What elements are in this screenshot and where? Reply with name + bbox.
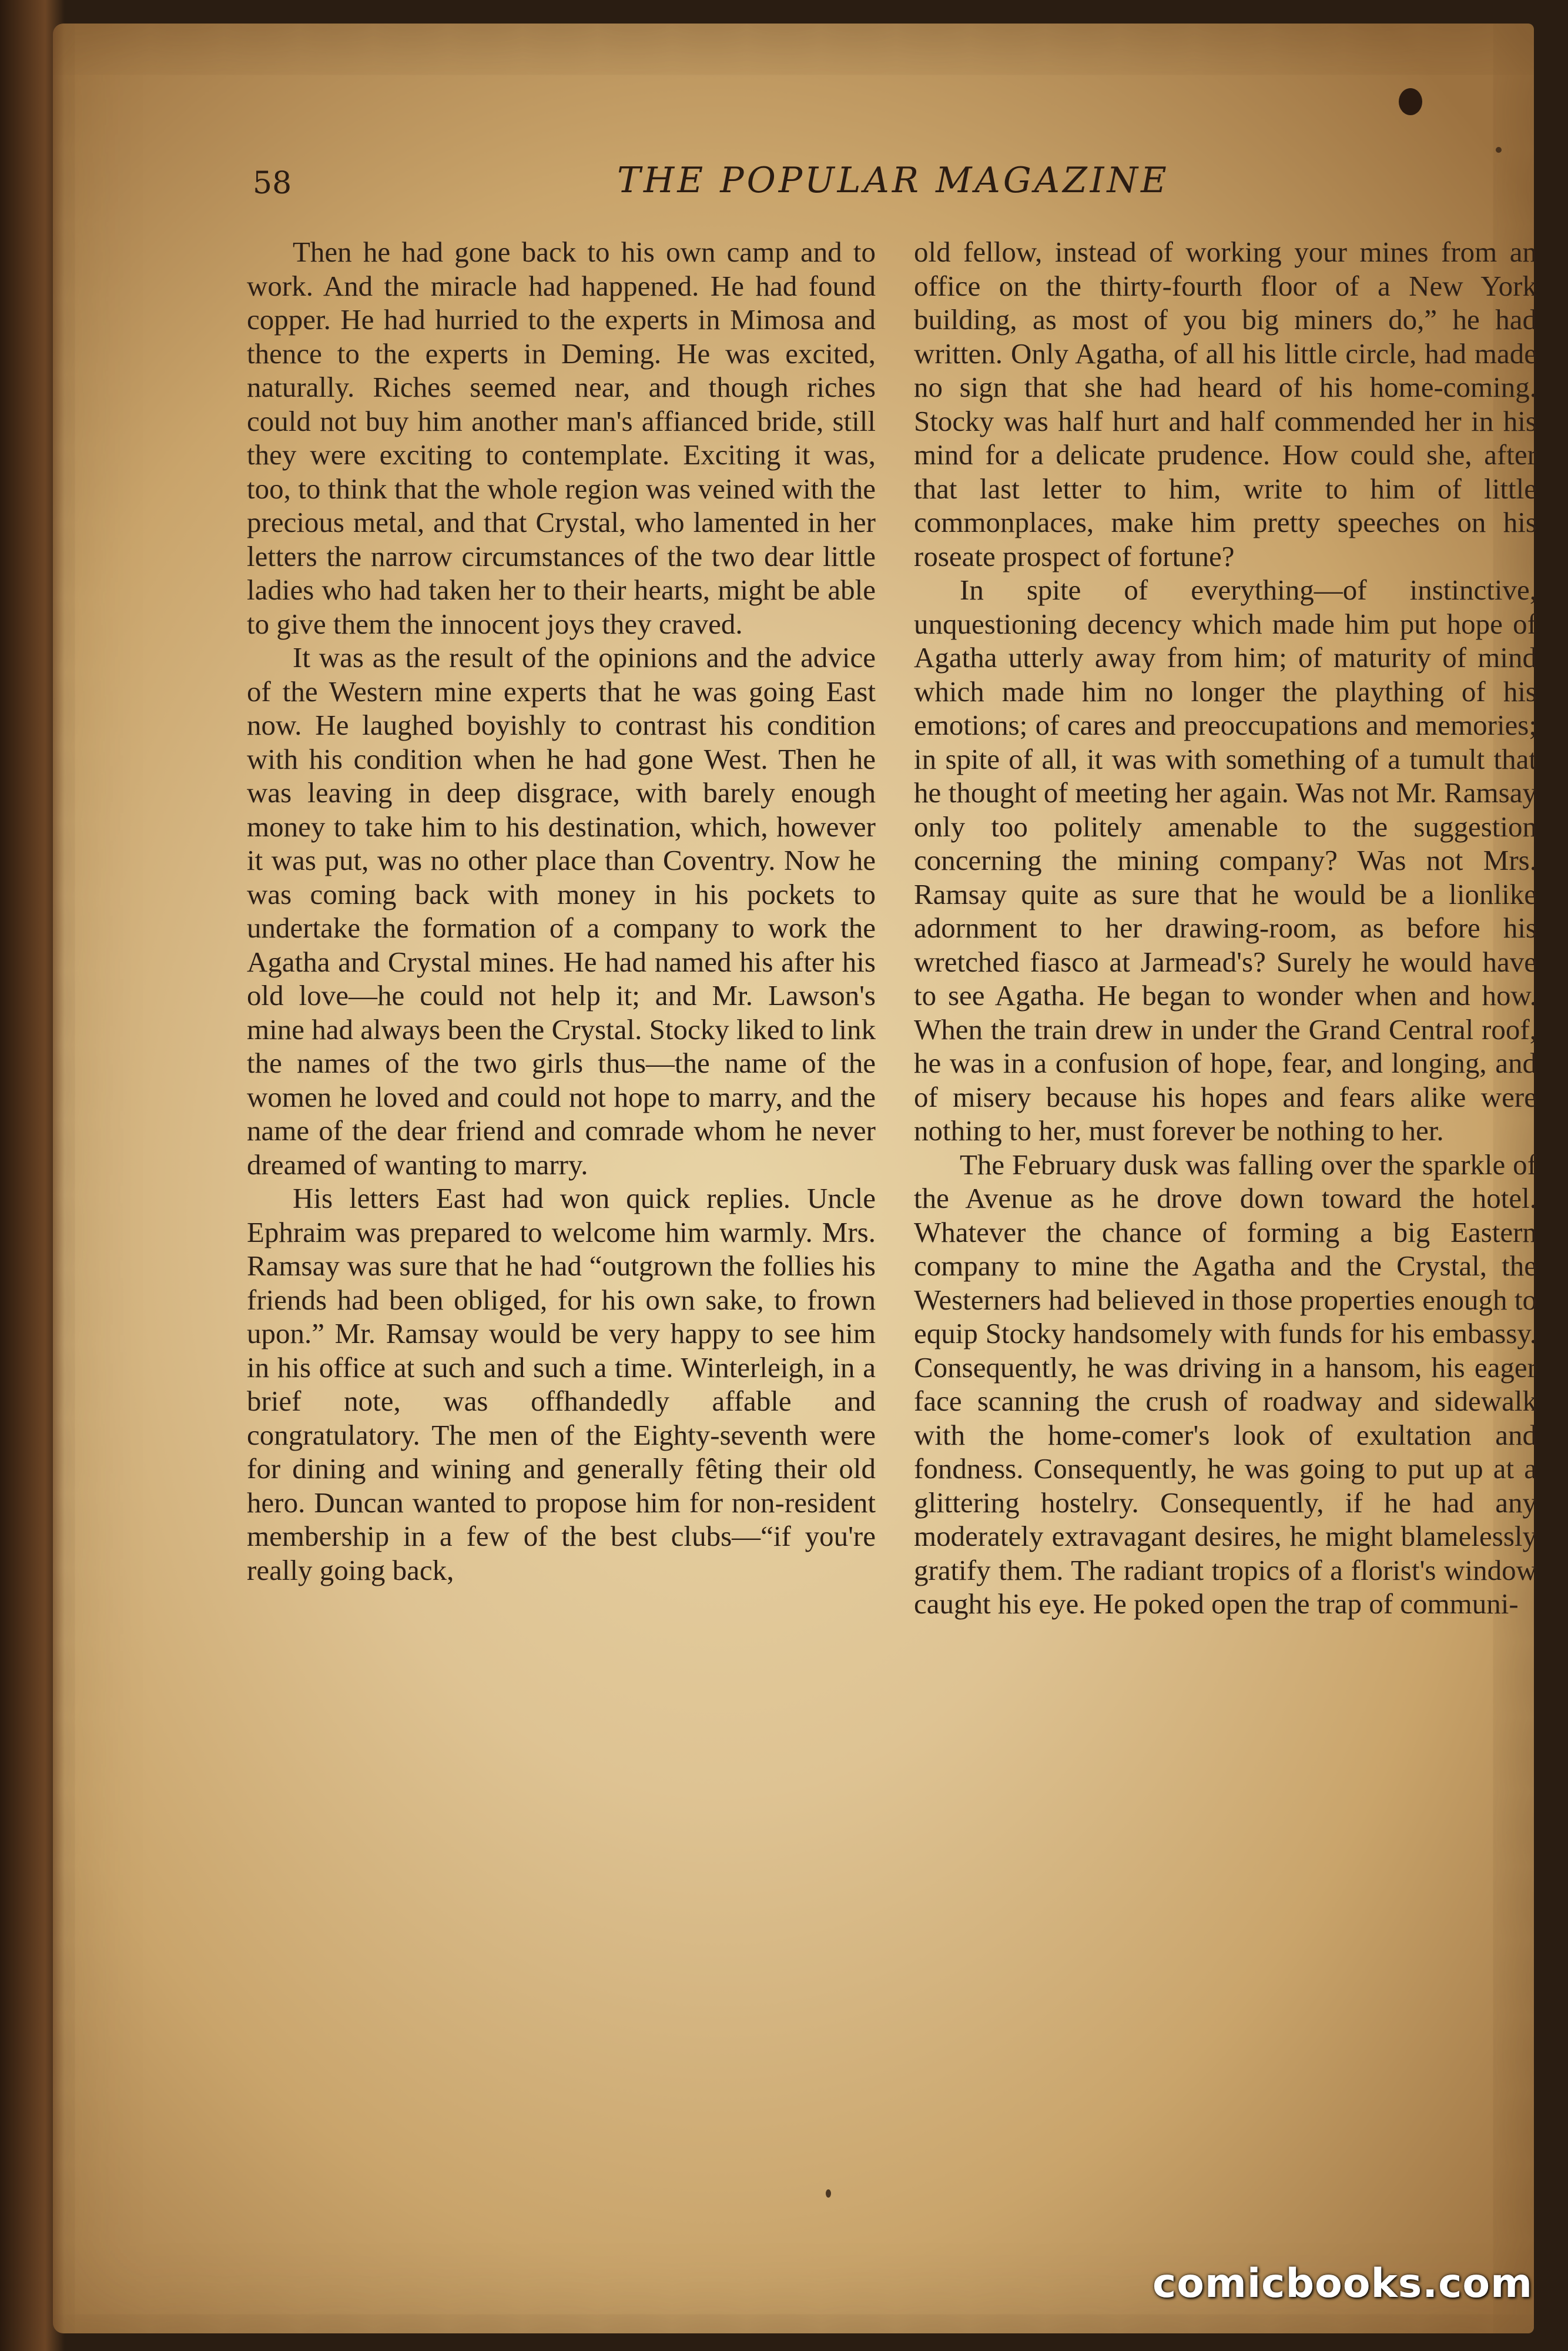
ink-speck <box>1399 88 1422 115</box>
ink-speck <box>826 2189 831 2198</box>
paragraph: In spite of everything—of instinctive, unquestioning decency which made him put hope of Agatha utterly away from him; of maturity of mind which made him no longer the plaything of his emotions; of cares and preoccupations and memories; in spite of all, it was with something of a tumult that he thought of meeting her again. Was not Mr. Ramsay only too politely amenable to the suggestion concerning the mining company? Was not Mrs. Ramsay quite as sure that he would be a lionlike adornment to her drawing-room, as before his wretched fiasco at Jarmead's? Surely he would have to see Agatha. He began to wonder when and how. When the train drew in under the Grand Central roof, he was in a confusion of hope, fear, and longing, and of misery because his hopes and fears alike were nothing to her, must forever be nothing to her. <box>914 574 1537 1147</box>
paragraph: His letters East had won quick replies. Uncle Ephraim was prepared to welcome him warmly. Mrs. Ramsay was sure that he had “outgrown the follies his friends had been obliged, for his own sake, to frown upon.” Mr. Ramsay would be very happy to see him in his office at such and such a time. Winterleigh, in a brief note, was offhandedly affable and congratulatory. The men of the Eighty-seventh were for dining and wining and generally fêting their old hero. Duncan wanted to propose him for non-resident membership in a few of the best clubs—“if you're really going back, <box>247 1182 876 1586</box>
magazine-title: THE POPULAR MAGAZINE <box>617 160 1170 201</box>
text-column-right <box>914 235 1537 1621</box>
text-column-left <box>247 235 876 1587</box>
paragraph: The February dusk was falling over the sparkle of the Avenue as he drove down toward the hotel. Whatever the chance of forming a big Eastern company to mine the Agatha and the Crystal, the Westerners had believed in those properties enough to equip Stocky handsomely with funds for his embassy. Consequently, he was driving in a hansom, his eager face scanning the crush of roadway and sidewalk with the home-comer's look of exultation and fondness. Consequently, he was going to put up at a glittering hostelry. Consequently, if he had any moderately extravagant desires, he might blamelessly gratify them. The radiant tropics of a florist's window caught his eye. He poked open the trap of communi- <box>914 1148 1537 1620</box>
ink-speck <box>1496 147 1502 153</box>
running-head <box>253 159 1540 223</box>
paragraph: Then he had gone back to his own camp and to work. And the miracle had happened. He had found copper. He had hurried to the experts in Mimosa and thence to the experts in Deming. He was excited, naturally. Riches seemed near, and though riches could not buy him another man's affianced bride, still they were exciting to contemplate. Exciting it was, too, to think that the whole region was veined with the precious metal, and that Crystal, who lamented in her letters the narrow circumstances of the two dear little ladies who had taken her to their hearts, might be able to give them the innocent joys they craved. <box>247 236 876 640</box>
paragraph: old fellow, instead of working your mines from an office on the thirty-fourth floor of a New York building, as most of you big miners do,” he had written. Only Agatha, of all his little circle, had made no sign that she had heard of his home-coming. Stocky was half hurt and half commended her in his mind for a delicate prudence. How could she, after that last letter to him, write to him of little commonplaces, make him pretty speeches on his roseate prospect of fortune? <box>914 236 1537 572</box>
page-number: 58 <box>253 166 292 201</box>
paragraph: It was as the result of the opinions and the advice of the Western mine experts that he was going East now. He laughed boyishly to contrast his condition with his condition when he had gone West. Then he was leaving in deep disgrace, with barely enough money to take him to his destination, which, however it was put, was no other place than Coventry. Now he was coming back with money in his pockets to undertake the formation of a company to work the Agatha and Crystal mines. He had named his after his old love—he could not help it; and Mr. Lawson's mine had always been the Crystal. Stocky liked to link the names of the two girls thus—the name of the women he loved and could not hope to marry, and the name of the dear friend and comrade whom he never dreamed of wanting to marry. <box>247 641 876 1181</box>
book-binding-edge <box>0 0 65 2351</box>
site-watermark: comicbooks.com <box>1152 2260 1533 2307</box>
